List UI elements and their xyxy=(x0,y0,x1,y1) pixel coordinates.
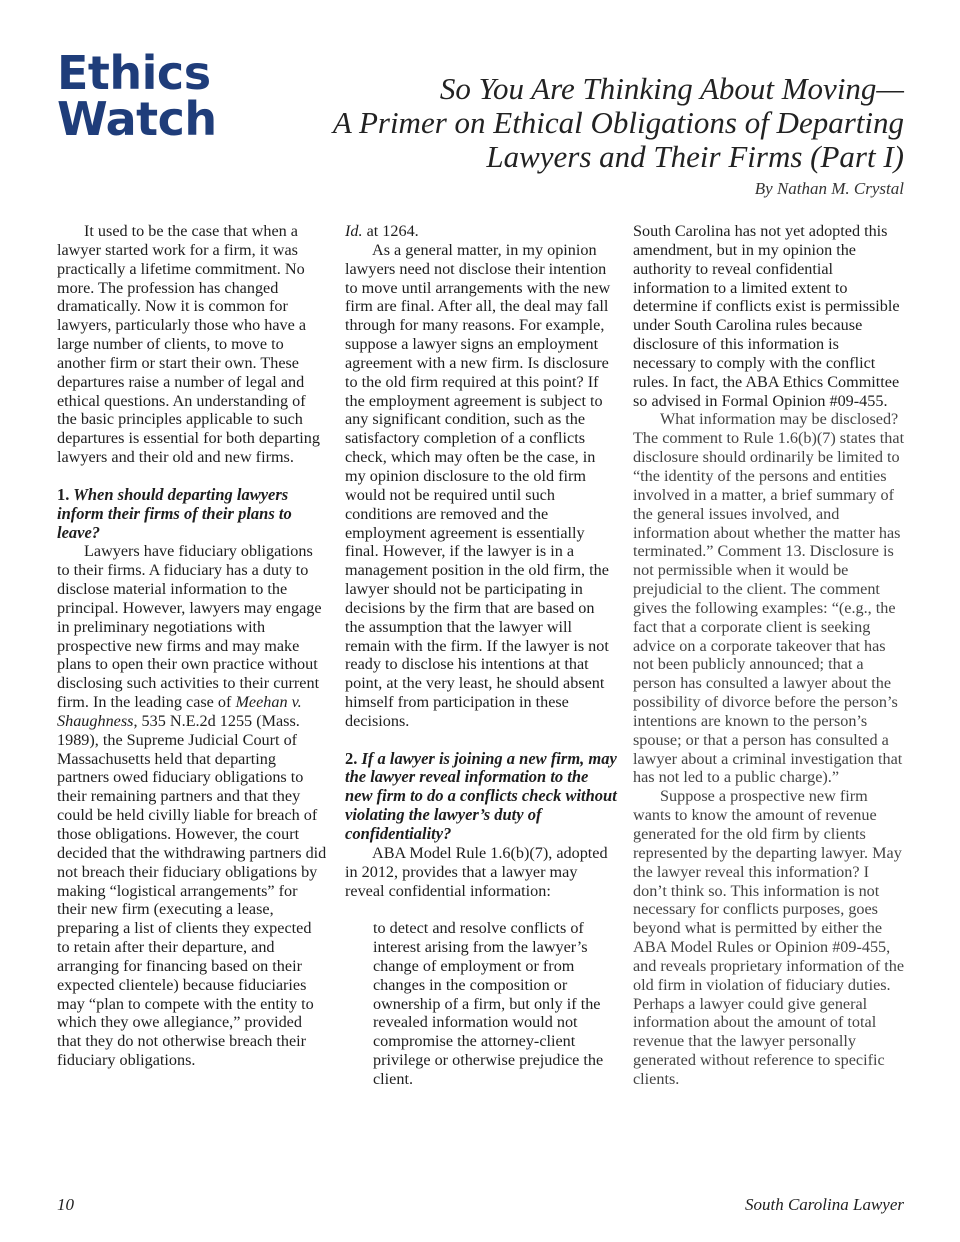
rule-quotation: to detect and resolve conflicts of interest arising from the lawyer’s change of employment or from changes in the composition or ownership of a firm, but only if the revealed information would not compromise the attorney-client privilege or otherwise prejudice the client. xyxy=(373,919,604,1088)
paragraph-text: , 535 N.E.2d 1255 (Mass. 1989), the Supreme Judicial Court of Massachusetts held that departing partners owed fiduciary obligations to their remaining partners and that they could be held civilly liable for breach of those obligations. However, the court decided that the withdrawing partners did not breach their fiduciary obligations by making “logistical arrangements” for their new firm (executing a lease, preparing a list of clients they expected to retain after their departure, and arranging for financing based on their expected clientele) because fiduciaries may “plan to compete with the entity to which they owe allegiance,” provided that they do not otherwise breach their fiduciary obligations. xyxy=(57,711,327,1070)
publication-name: South Carolina Lawyer xyxy=(745,1195,904,1214)
article-title-line-1: So You Are Thinking About Moving— xyxy=(439,71,904,106)
paragraph: What information may be disclosed? The comment to Rule 1.6(b)(7) states that disclosure should ordinarily be limited to “the identity of the persons and entities involved in a matter, a brief summary of the general issues involved, and information about whether the matter has terminated.” Comment 13. Disclosure is not permissible when it would be prejudicial to the client. The comment gives the following examples: “(e.g., the fact that a corporate client is seeking advice on a corporate takeover that has not been publicly announced; that a person has consulted a lawyer about the possibility of divorce before the person’s intentions are known to the person’s spouse; or that a person has consulted a lawyer about a criminal investigation that has not led to a public charge).” xyxy=(633,410,905,787)
text-column-2 xyxy=(345,222,617,1089)
section-heading-2 xyxy=(345,750,617,844)
paragraph: It used to be the case that when a lawyer started work for a firm, it was practically a lifetime commitment. No more. The profession has changed dramatically. Now it is common for lawyers, particularly those who have a large number of clients, to move to another firm or start their own. These departures raise a number of legal and ethical questions. An understanding of the basic principles applicable to such departures is essential for both departing lawyers and their old and new firms. xyxy=(57,222,320,467)
column-masthead xyxy=(57,46,217,146)
section-number: 1. xyxy=(57,484,70,504)
masthead-line-2: Watch xyxy=(57,92,217,146)
citation-id: Id. xyxy=(345,222,363,240)
section-heading-text: If a lawyer is joining a new firm, may the lawyer reveal information to the new firm to do a conflicts check without violating the lawyer’s duty of confidentiality? xyxy=(345,748,617,843)
section-heading-1 xyxy=(57,486,327,543)
citation-rest: at 1264. xyxy=(362,222,419,240)
paragraph: Suppose a prospective new firm wants to know the amount of revenue generated for the old firm by clients represented by the departing lawyer. May the lawyer reveal this information? I don’t think so. This information is not necessary for conflicts purposes, goes beyond what is permitted by either the ABA Model Rules or Opinion #09-455, and reveals proprietary information of the old firm in violation of fiduciary duties. Perhaps a lawyer could give general information about the amount of total revenue that the lawyer personally generated without reference to specific clients. xyxy=(633,787,905,1088)
paragraph: ABA Model Rule 1.6(b)(7), adopted in 2012, provides that a lawyer may reveal confidential information: xyxy=(345,843,608,900)
text-column-3 xyxy=(633,222,905,1089)
article-title-line-3: Lawyers and Their Firms (Part I) xyxy=(486,139,904,174)
paragraph: South Carolina has not yet adopted this amendment, but in my opinion the authority to reveal confidential information to a limited extent to determine if conflicts exist is permissible under South Carolina rules because disclosure of this information is necessary to comply with the conflict rules. In fact, the ABA Ethics Committee so advised in Formal Opinion #09-455. xyxy=(633,222,900,410)
text-column-1 xyxy=(57,222,327,1070)
page-number: 10 xyxy=(57,1195,74,1214)
paragraph: As a general matter, in my opinion lawyers need not disclose their intention to move until arrangements with the new firm are final. After all, the deal may fall through for many reasons. For example, suppose a lawyer signs an employment agreement with a new firm. Is disclosure to the old firm required at this point? If the employment agreement is subject to any significant condition, such as the satisfactory completion of a conflicts check, which may often be the case, in my opinion disclosure to the old firm would not be required until such conditions are removed and the employment agreement is essentially final. However, if the lawyer is in a management position in the old firm, the lawyer should not be participating in decisions by the firm that are based on the assumption that the lawyer will remain with the firm. If the lawyer is not ready to disclose his intentions at that point, at the very least, he should absent himself from participation in these decisions. xyxy=(345,240,611,730)
case-name: Meehan v. Shaughness xyxy=(57,693,302,730)
citation xyxy=(345,222,617,241)
paragraph-text: Lawyers have fiduciary obligations to their firms. A fiduciary has a duty to disclose material information to the principal. However, lawyers may engage in preliminary negotiations with prospective new firms and may make plans to open their own practice without disclosing such activities to their current firm. In the leading case of xyxy=(57,542,322,712)
masthead-line-1: Ethics xyxy=(57,46,211,100)
section-number: 2. xyxy=(345,748,358,768)
paragraph xyxy=(57,542,327,1070)
article-byline: By Nathan M. Crystal xyxy=(754,179,904,198)
article-title-line-2: A Primer on Ethical Obligations of Departing xyxy=(332,105,904,140)
section-heading-text: When should departing lawyers inform their firms of their plans to leave? xyxy=(57,484,292,542)
article-header xyxy=(304,72,904,200)
